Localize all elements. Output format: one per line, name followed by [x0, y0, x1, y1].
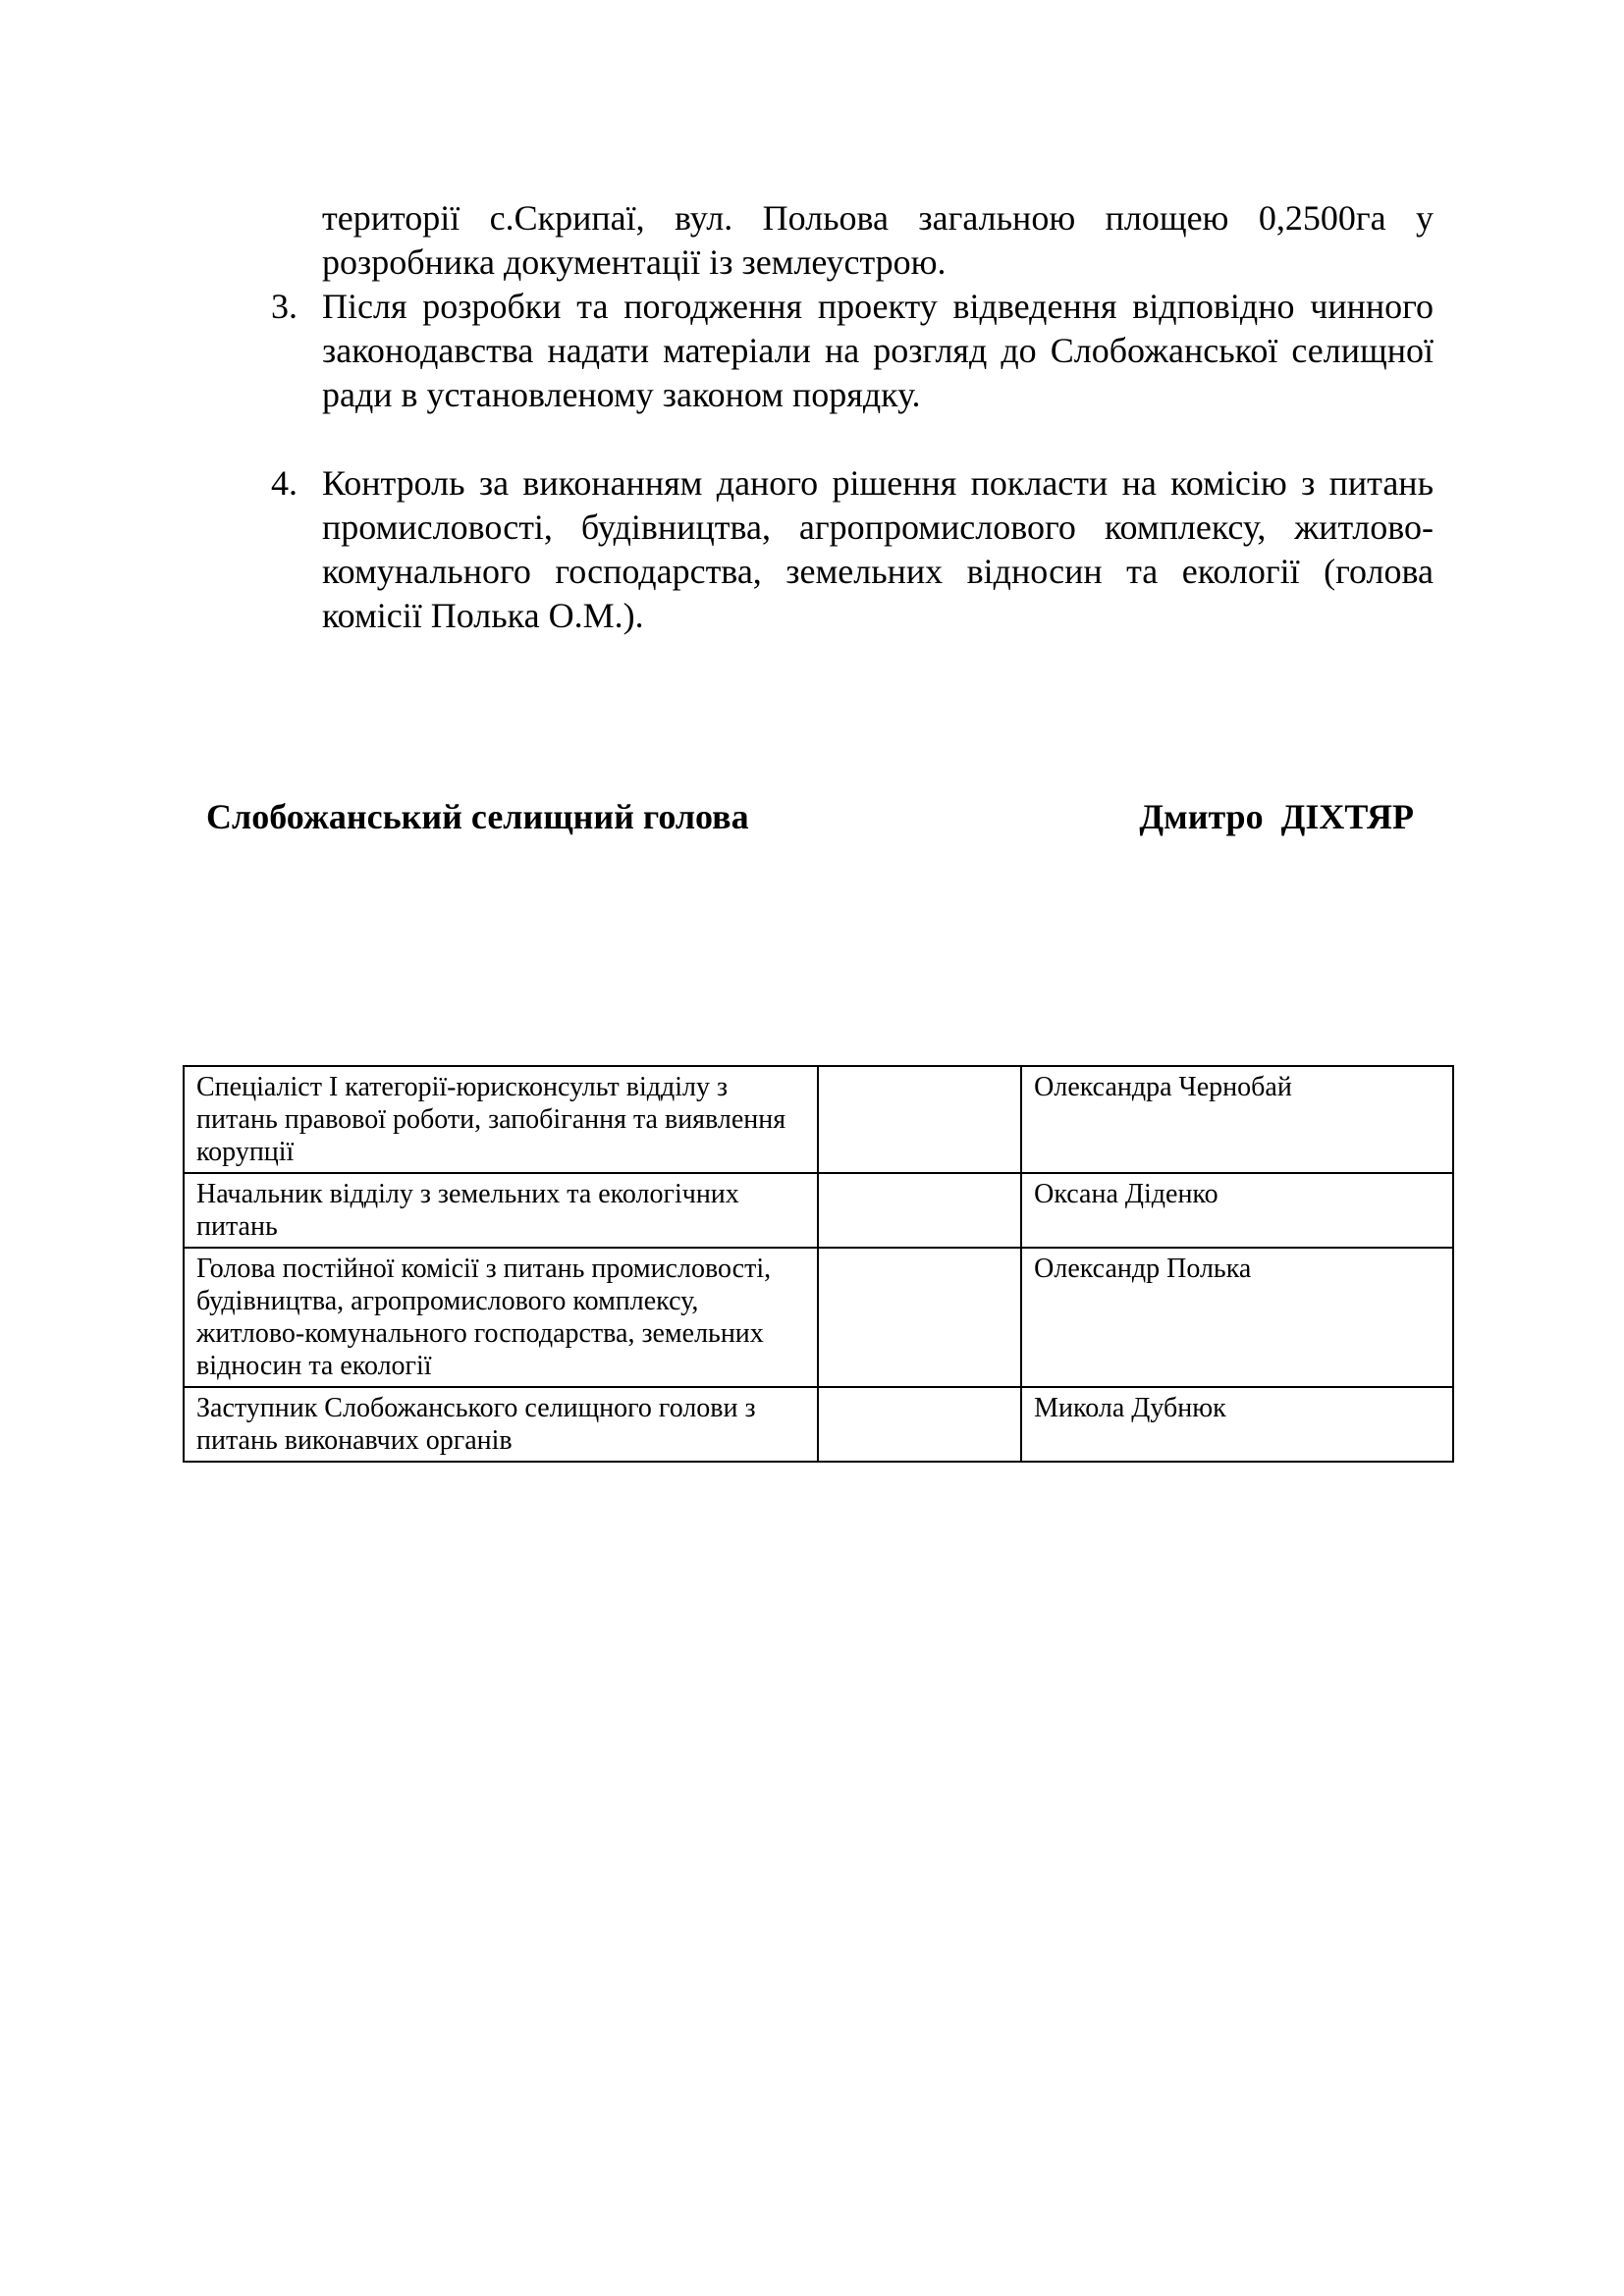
list-item-text: Після розробки та погодження проекту відведення відповідно чинного законодавства надати матеріали на розгляд до Слобожанської селищної ради в установленому законом порядку. [322, 287, 1434, 414]
approvals-table [183, 1065, 1454, 1463]
signatory-title: Слобожанський селищний голова [206, 797, 749, 836]
name-cell: Микола Дубнюк [1021, 1387, 1453, 1462]
signature-cell [818, 1248, 1021, 1387]
position-cell: Начальник відділу з земельних та екологічних питань [184, 1173, 818, 1248]
signatory-name: Дмитро ДІХТЯР [1139, 797, 1414, 836]
item-2-continuation: території с.Скрипаї, вул. Польова загальною площею 0,2500га у розробника документації із землеустрою. [322, 198, 1434, 282]
list-item-3 [271, 285, 1434, 417]
position-cell: Спеціаліст І категорії-юрисконсульт відділу з питань правової роботи, запобігання та виявлення корупції [184, 1066, 818, 1173]
name-cell: Оксана Діденко [1021, 1173, 1453, 1248]
list-item-number: 4. [271, 463, 298, 503]
signature-cell [818, 1066, 1021, 1173]
list-item-number: 3. [271, 287, 298, 326]
table-row [184, 1173, 1453, 1248]
table-row [184, 1066, 1453, 1173]
signature-cell [818, 1387, 1021, 1462]
name-cell: Олександр Полька [1021, 1248, 1453, 1387]
position-cell: Голова постійної комісії з питань промисловості, будівництва, агропромислового комплексу, житлово-комунального господарства, земельних відносин та екології [184, 1248, 818, 1387]
table-row [184, 1387, 1453, 1462]
list-item-text: Контроль за виконанням даного рішення покласти на комісію з питань промисловості, будівництва, агропромислового комплексу, житлово-комунального господарства, земельних відносин та екології (голова комісії Полька О.М.). [322, 463, 1434, 635]
position-cell: Заступник Слобожанського селищного голови з питань виконавчих органів [184, 1387, 818, 1462]
table-row [184, 1248, 1453, 1387]
name-cell: Олександра Чернобай [1021, 1066, 1453, 1173]
list-item-4 [271, 461, 1434, 638]
signature-cell [818, 1173, 1021, 1248]
